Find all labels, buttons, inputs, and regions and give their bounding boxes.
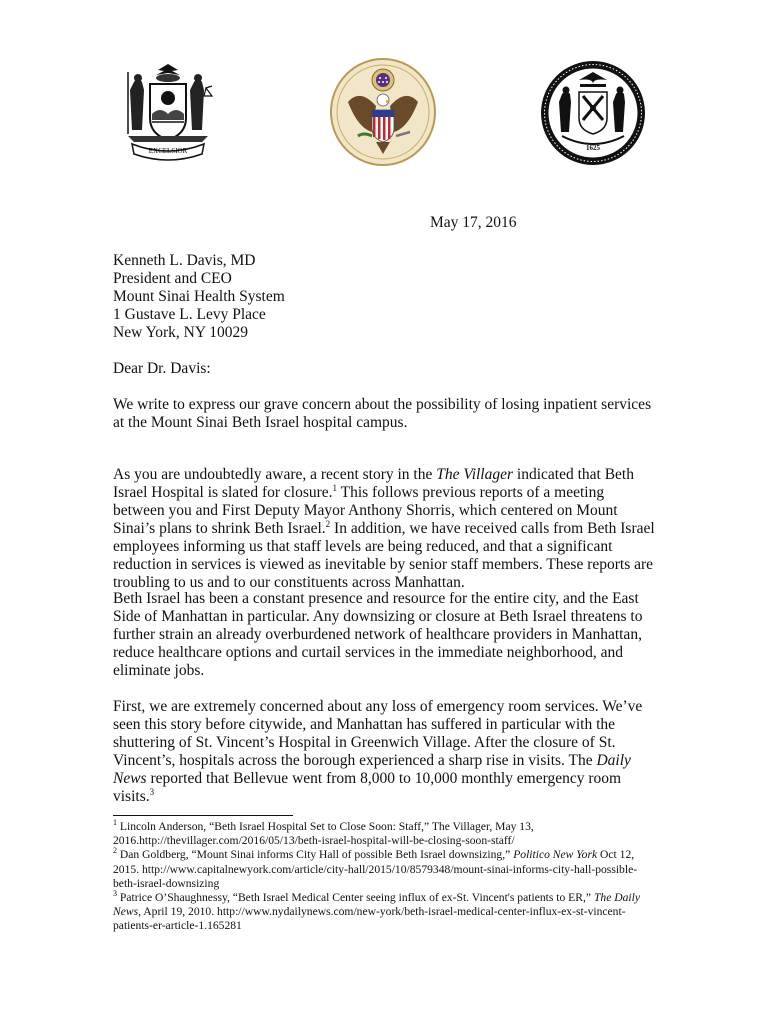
publication-the-villager: The Villager — [436, 466, 514, 483]
nyc-seal-icon — [540, 60, 646, 166]
us-great-seal-icon — [330, 58, 436, 166]
publication-daily-news: Daily News — [113, 752, 631, 787]
nyc-seal-year: 1625 — [586, 144, 600, 152]
body-paragraph-3: Beth Israel has been a constant presence and resource for the entire city, and the East Side of Manhattan in particular. Any downsizing or closure at Beth Israel threatens to further strain an already overburdened network of healthcare providers in Manhattan, reduce healthcare options and curtail services in the immediate neighborhood, and eliminate jobs. — [113, 590, 643, 679]
recipient-address — [113, 252, 658, 342]
ny-seal-motto: EXCELSIOR — [148, 147, 188, 155]
letter-date: May 17, 2016 — [430, 214, 517, 231]
recipient-city: New York, NY 10029 — [113, 324, 249, 341]
recipient-name: Kenneth L. Davis, MD — [113, 252, 256, 269]
footnote-ref-1: 1 — [332, 482, 338, 493]
recipient-org: Mount Sinai Health System — [113, 288, 285, 305]
body-paragraph-2: As you are undoubtedly aware, a recent story in the The Villager indicated that Beth Israel Hospital is slated for closure.$^1$ This follows previous reports of a meeting between you and First Deputy Mayor Anthony Shorris, which centered on Mount Sinai’s plans to shrink Beth Israel.$^2$ In addition, we have received calls from Beth Israel employees informing us that staff levels are being reduced, and that a significant reduction in services is viewed as inevitable by senior staff members. These reports are troubling to us and to our constituents across Manhattan. — [113, 466, 655, 591]
salutation: Dear Dr. Davis: — [113, 360, 211, 377]
footnotes — [113, 820, 658, 934]
footnote-2: $^2$ Dan Goldberg, “Mount Sinai informs City Hall of possible Beth Israel downsizing,” Politico New York Oct 12, 2015. http://www.capitalnewyork.com/article/city-hall/2015/10/8579348/mount-sinai-informs-city-hall-possible-beth-israel-downsizing — [113, 846, 638, 890]
footnote-3: $^3$ Patrice O’Shaughnessy, “Beth Israel Medical Center seeing influx of ex-St. Vincent's patients to ER,” The Daily News, April 19, 2010. http://www.nydailynews.com/new-york/beth-israel-medical-center-influx-ex-st-vincent-patients-er-article-1.165281 — [113, 889, 640, 933]
recipient-street: 1 Gustave L. Levy Place — [113, 306, 266, 323]
footnote-1: $^1$ Lincoln Anderson, “Beth Israel Hospital Set to Close Soon: Staff,” The Villager, May 13, 2016.http://thevillager.com/2016/05/13/beth-israel-hospital-will-be-closing-soon-staff/ — [113, 818, 534, 848]
recipient-title: President and CEO — [113, 270, 232, 287]
footnote-ref-2: 2 — [325, 518, 331, 529]
footnote-separator — [113, 815, 293, 816]
footnote-ref-3: 3 — [149, 786, 155, 797]
body-paragraph-4: First, we are extremely concerned about any loss of emergency room services. We’ve seen this story before citywide, and Manhattan has suffered in particular with the shuttering of St. Vincent’s Hospital in Greenwich Village. After the closure of St. Vincent’s, hospitals across the borough experienced a sharp rise in visits. The Daily News reported that Bellevue went from 8,000 to 10,000 monthly emergency room visits.$^3$ — [113, 698, 643, 805]
body-paragraph-1: We write to express our grave concern about the possibility of losing inpatient services at the Mount Sinai Beth Israel hospital campus. — [113, 396, 652, 431]
ny-state-seal-icon — [112, 58, 224, 162]
